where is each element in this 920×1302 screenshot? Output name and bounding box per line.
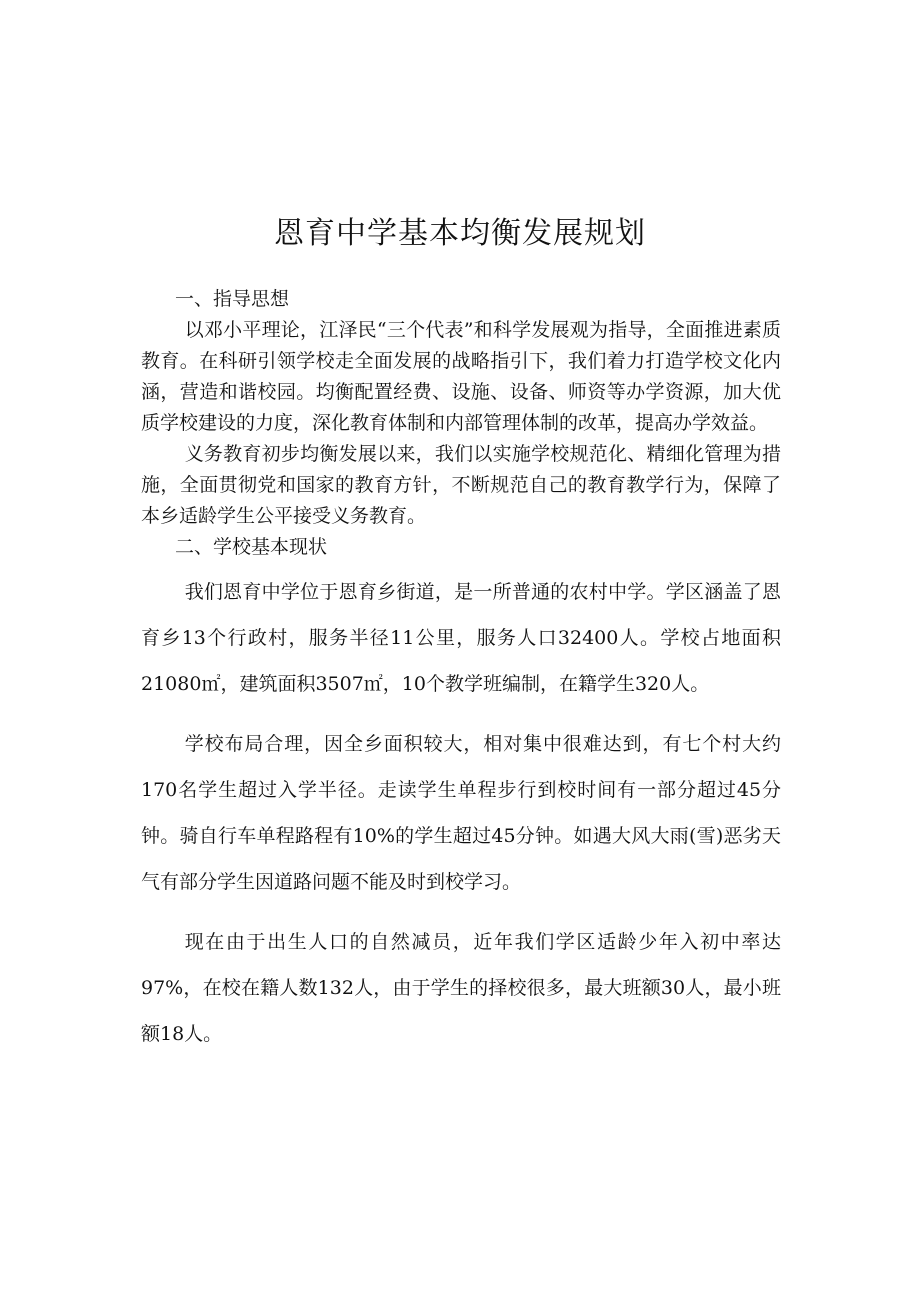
- paragraph: 我们恩育中学位于恩育乡街道，是一所普通的农村中学。学区涵盖了恩育乡13个行政村，服务半径11公里，服务人口32400人。学校占地面积21080㎡，建筑面积3507㎡，10个教学班编制，在籍学生320人。: [141, 581, 781, 695]
- section-school-status: [141, 532, 781, 1057]
- section-heading: 一、指导思想: [175, 288, 290, 310]
- document-title: 恩育中学基本均衡发展规划: [274, 216, 646, 251]
- paragraph: 学校布局合理，因全乡面积较大，相对集中很难达到，有七个村大约170名学生超过入学半径。走读学生单程步行到校时间有一部分超过45分钟。骑自行车单程路程有10%的学生超过45分钟。如遇大风大雨(雪)恶劣天气有部分学生因道路问题不能及时到校学习。: [141, 733, 781, 893]
- section-heading: 二、学校基本现状: [175, 536, 328, 558]
- section-guiding-ideology: [141, 284, 781, 532]
- paragraph: 现在由于出生人口的自然减员，近年我们学区适龄少年入初中率达97%，在校在籍人数132人，由于学生的择校很多，最大班额30人，最小班额18人。: [141, 931, 781, 1045]
- paragraph: 义务教育初步均衡发展以来，我们以实施学校规范化、精细化管理为措施，全面贯彻党和国家的教育方针，不断规范自己的教育教学行为，保障了本乡适龄学生公平接受义务教育。: [141, 443, 781, 527]
- paragraph: 以邓小平理论，江泽民“三个代表”和科学发展观为指导，全面推进素质教育。在科研引领学校走全面发展的战略指引下，我们着力打造学校文化内涵，营造和谐校园。均衡配置经费、设施、设备、师资等办学资源，加大优质学校建设的力度，深化教育体制和内部管理体制的改革，提高办学效益。: [141, 319, 781, 434]
- document-body: [141, 284, 781, 1057]
